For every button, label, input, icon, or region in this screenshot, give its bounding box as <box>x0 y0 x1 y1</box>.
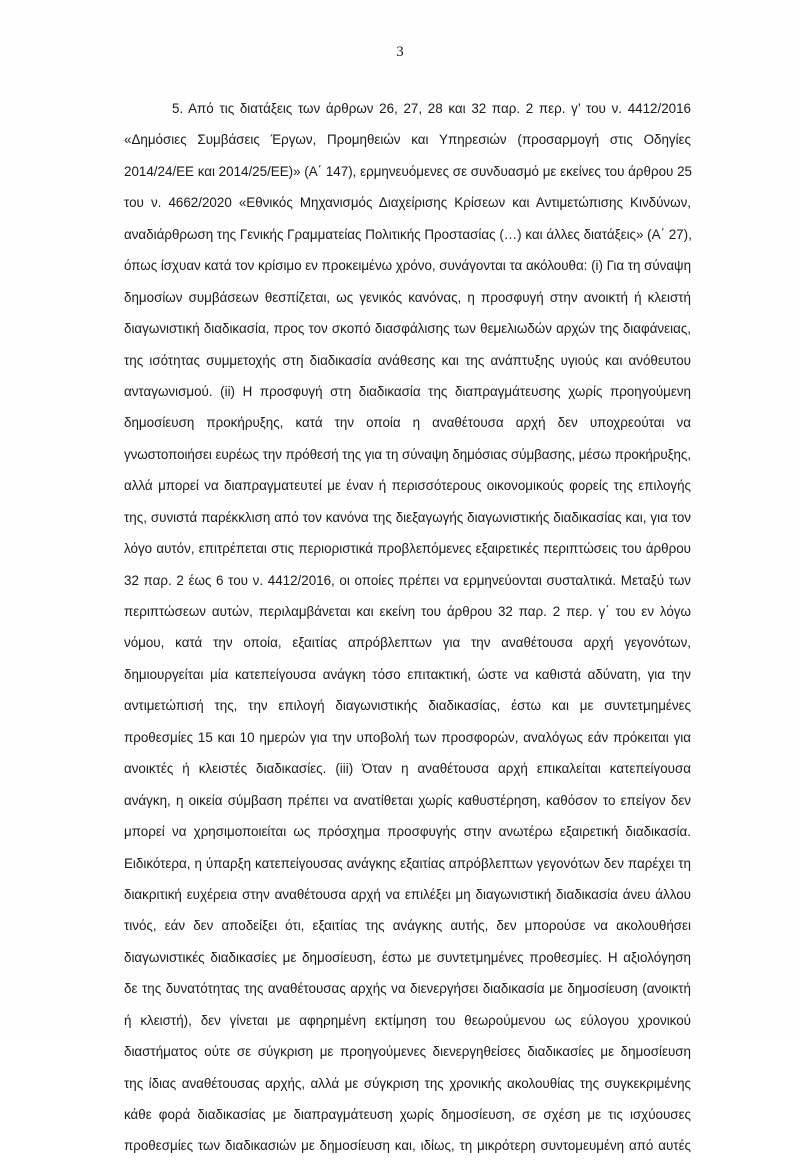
paragraph-line: δε της δυνατότητας της αναθέτουσας αρχής να διενεργήσει διαδικασία με δημοσίευση (ανοικτή <box>124 981 691 997</box>
paragraph-line: ή κλειστή), δεν γίνεται με αφηρημένη εκτίμηση του θεωρούμενου ως εύλογου χρονικού <box>124 1012 691 1028</box>
paragraph-line: ανταγωνισμού. (ii) Η προσφυγή στη διαδικασία της διαπραγμάτευσης χωρίς προηγούμενη <box>124 383 691 399</box>
paragraph-line: μπορεί να χρησιμοποιείται ως πρόσχημα προσφυγής στην ανωτέρω εξαιρετική διαδικασία. <box>124 824 691 840</box>
paragraph-line: του ν. 4662/2020 «Εθνικός Μηχανισμός Διαχείρισης Κρίσεων και Αντιμετώπισης Κινδύνων, <box>124 195 691 211</box>
paragraph-line: δημοσίων συμβάσεων θεσπίζεται, ως γενικός κανόνας, η προσφυγή στην ανοικτή ή κλειστή <box>124 289 691 305</box>
paragraph-line: προθεσμίες 15 και 10 ημερών για την υποβολή των προσφορών, αναλόγως εάν πρόκειται για <box>124 729 691 745</box>
paragraph-line: αντιμετώπισή της, την επιλογή διαγωνιστικής διαδικασίας, έστω και με συντετμημένες <box>124 698 691 714</box>
page-number: 3 <box>396 44 404 60</box>
paragraph-line: περιπτώσεων αυτών, περιλαμβάνεται και εκείνη του άρθρου 32 παρ. 2 περ. γ΄ του εν λόγω <box>124 604 691 619</box>
paragraph-line: λόγο αυτόν, επιτρέπεται στις περιοριστικά προβλεπόμενες εξαιρετικές περιπτώσεις του άρθρου <box>124 541 691 557</box>
paragraph-line: 2014/24/ΕΕ και 2014/25/ΕΕ)» (Α΄ 147), ερμηνευόμενες σε συνδυασμό με εκείνες του άρθρου 25 <box>124 163 692 179</box>
paragraph-line: διακριτική ευχέρεια στην αναθέτουσα αρχή να επιλέξει μη διαγωνιστική διαδικασία άνευ άλλου <box>124 886 691 902</box>
paragraph-line: αναδιάρθρωση της Γενικής Γραμματείας Πολιτικής Προστασίας (…) και άλλες διατάξεις» (Α΄ 27), <box>124 226 692 242</box>
paragraph-line: διαστήματος ούτε σε σύγκριση με προηγούμενες διενεργηθείσες διαδικασίες με δημοσίευση <box>124 1044 691 1060</box>
paragraph-5 <box>124 93 691 1162</box>
paragraph-line: προθεσμίες των διαδικασιών με δημοσίευση και, ιδίως, τη μικρότερη συντομευμένη από αυτές <box>124 1138 691 1154</box>
paragraph-line: της, συνιστά παρέκκλιση από τον κανόνα της διεξαγωγής διαγωνιστικής διαδικασίας και, για τον <box>124 509 691 525</box>
paragraph-line: 32 παρ. 2 έως 6 του ν. 4412/2016, οι οποίες πρέπει να ερμηνεύονται συσταλτικά. Μεταξύ των <box>124 572 691 588</box>
paragraph-line: όπως ίσχυαν κατά τον κρίσιμο εν προκειμένω χρόνο, συνάγονται τα ακόλουθα: (i) Για τη σύναψη <box>124 258 692 274</box>
paragraph-line: «Δημόσιες Συμβάσεις Έργων, Προμηθειών και Υπηρεσιών (προσαρμογή στις Οδηγίες <box>124 132 691 148</box>
paragraph-line: της ισότητας συμμετοχής στη διαδικασία ανάθεσης και της ανάπτυξης υγιούς και ανόθευτου <box>124 352 691 368</box>
paragraph-line: νόμου, κατά την οποία, εξαιτίας απρόβλεπτων για την αναθέτουσα αρχή γεγονότων, <box>124 635 691 651</box>
paragraph-line: κάθε φορά διαδικασίας με διαπραγμάτευση χωρίς δημοσίευση, σε σχέση με τις ισχύουσες <box>124 1107 691 1122</box>
paragraph-line: Ειδικότερα, η ύπαρξη κατεπείγουσας ανάγκης εξαιτίας απρόβλεπτων γεγονότων δεν παρέχει τη <box>124 855 691 871</box>
paragraph-line: δημιουργείται μία κατεπείγουσα ανάγκη τόσο επιτακτική, ώστε να καθιστά αδύνατη, για την <box>124 666 691 682</box>
paragraph-line: δημοσίευση προκήρυξης, κατά την οποία η αναθέτουσα αρχή δεν υποχρεούται να <box>124 415 691 431</box>
paragraph-line: ανάγκη, η οικεία σύμβαση πρέπει να ανατίθεται χωρίς καθυστέρηση, καθόσον το επείγον δεν <box>124 792 691 808</box>
paragraph-line: της ίδιας αναθέτουσας αρχής, αλλά με σύγκριση της χρονικής ακολουθίας της συγκεκριμένης <box>124 1075 691 1091</box>
paragraph-line: διαγωνιστική διαδικασία, προς τον σκοπό διασφάλισης των θεμελιωδών αρχών της διαφάνειας, <box>124 321 691 337</box>
paragraph-line: αλλά μπορεί να διαπραγματευτεί με έναν ή περισσότερους οικονομικούς φορείς της επιλογής <box>124 478 691 494</box>
paragraph-line: τινός, εάν δεν αποδείξει ότι, εξαιτίας της ανάγκης αυτής, δεν μπορούσε να ακολουθήσει <box>124 918 691 934</box>
paragraph-line: ανοικτές ή κλειστές διαδικασίες. (iii) Όταν η αναθέτουσα αρχή επικαλείται κατεπείγουσα <box>124 761 691 777</box>
paragraph-line: γνωστοποιήσει ευρέως την πρόθεσή της για τη σύναψη δημόσιας σύμβασης, μέσω προκήρυξης, <box>124 446 691 462</box>
paragraph-line: διαγωνιστικές διαδικασίες με δημοσίευση, έστω με συντετμημένες προθεσμίες. Η αξιολόγηση <box>124 949 691 965</box>
paragraph-line: 5. Από τις διατάξεις των άρθρων 26, 27, 28 και 32 παρ. 2 περ. γ’ του ν. 4412/2016 <box>172 101 691 116</box>
